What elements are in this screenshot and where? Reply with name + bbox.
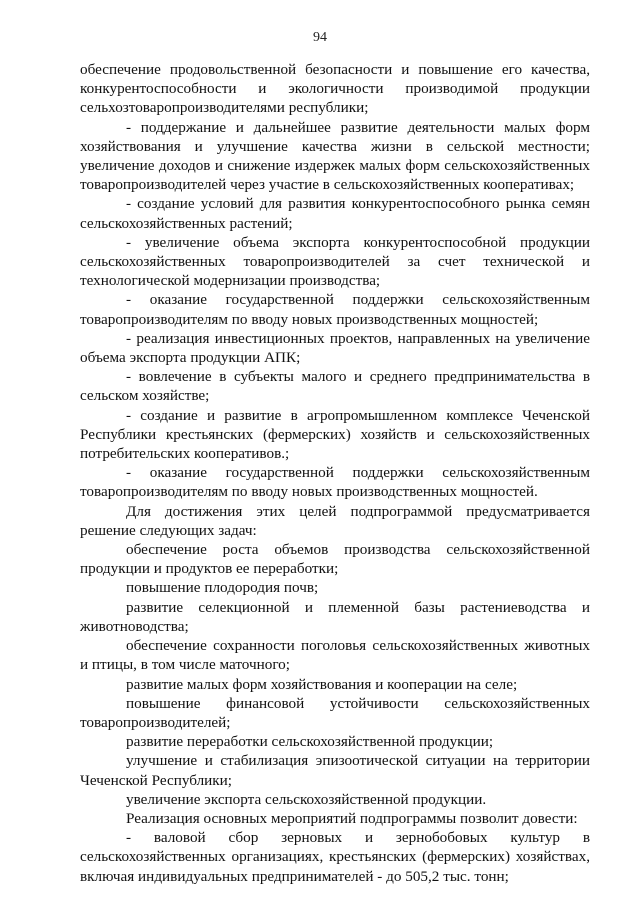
task-item: повышение плодородия почв; bbox=[126, 579, 319, 597]
paragraph: - реализация инвестиционных проектов, направленных на увеличение объема экспорта продукции АПК; bbox=[80, 329, 590, 367]
paragraph: - оказание государственной поддержки сельскохозяйственным товаропроизводителям по вводу новых производственных мощностей. bbox=[80, 464, 590, 501]
paragraph: - создание условий для развития конкурентоспособного рынка семян сельскохозяйственных растений; bbox=[80, 195, 590, 232]
task-item: развитие селекционной и племенной базы растениеводства и животноводства; bbox=[80, 598, 590, 635]
task-item: увеличение экспорта сельскохозяйственной продукции. bbox=[126, 790, 487, 808]
task-item: обеспечение сохранности поголовья сельскохозяйственных животных и птицы, в том числе маточного; bbox=[80, 637, 590, 674]
paragraph: - оказание государственной поддержки сельскохозяйственным товаропроизводителям по вводу новых производственных мощностей; bbox=[80, 291, 590, 328]
document-body bbox=[80, 60, 590, 886]
task-item: обеспечение роста объемов производства сельскохозяйственной продукции и продуктов ее переработки; bbox=[80, 541, 590, 578]
paragraph: - создание и развитие в агропромышленном комплексе Чеченской Республики крестьянских (фермерских) хозяйств и сельскохозяйственных потребительских кооперативов.; bbox=[80, 406, 590, 463]
page-number: 94 bbox=[313, 30, 327, 45]
task-item: повышение финансовой устойчивости сельскохозяйственных товаропроизводителей; bbox=[80, 694, 590, 731]
paragraph: - поддержание и дальнейшее развитие деятельности малых форм хозяйствования и улучшение качества жизни в сельской местности; увеличение доходов и снижение издержек малых форм сельскохозяйственных товаропроизводителей через участие в сельскохозяйственных кооперативах; bbox=[80, 118, 590, 194]
paragraph: обеспечение продовольственной безопасности и повышение его качества, конкурентоспособности и экологичности производимой продукции сельхозтоваропроизводителями республики; bbox=[80, 61, 590, 117]
paragraph: Реализация основных мероприятий подпрограммы позволит довести: bbox=[126, 809, 578, 827]
paragraph: - валовой сбор зерновых и зернобобовых культур в сельскохозяйственных организациях, крестьянских (фермерских) хозяйствах, включая индивидуальных предпринимателей - до 505,2 тыс. тонн; bbox=[80, 829, 590, 885]
paragraph: Для достижения этих целей подпрограммой предусматривается решение следующих задач: bbox=[80, 502, 590, 539]
paragraph: - увеличение объема экспорта конкурентоспособной продукции сельскохозяйственных товаропроизводителей за счет технической и технологической модернизации производства; bbox=[80, 233, 590, 290]
task-item: развитие переработки сельскохозяйственной продукции; bbox=[126, 733, 494, 751]
paragraph: - вовлечение в субъекты малого и среднего предпринимательства в сельском хозяйстве; bbox=[80, 368, 590, 405]
task-item: развитие малых форм хозяйствования и кооперации на селе; bbox=[126, 675, 518, 693]
task-item: улучшение и стабилизация эпизоотической ситуации на территории Чеченской Республики; bbox=[80, 752, 590, 789]
